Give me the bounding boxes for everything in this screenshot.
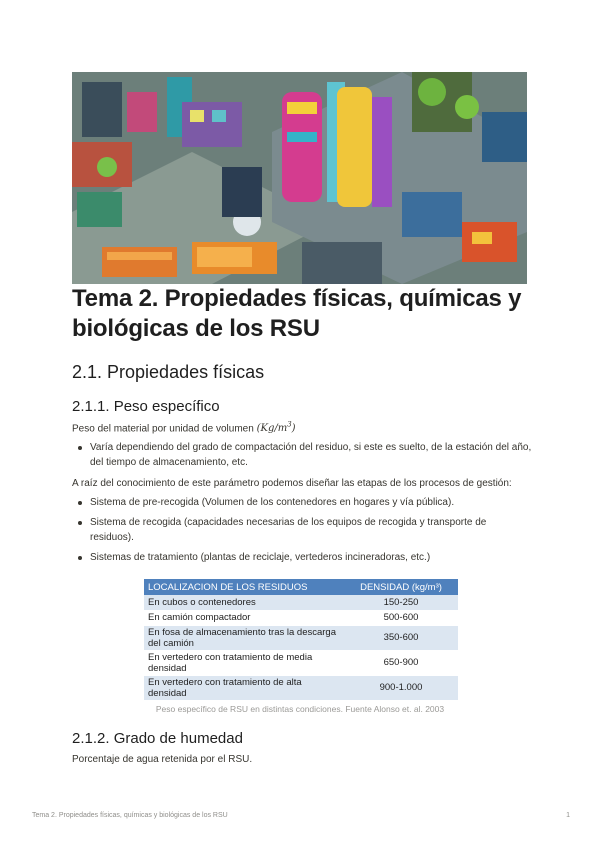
list-item: Varía dependiendo del grado de compactación del residuo, si este es suelto, de la estación del año, del tiempo de almacenamiento, etc. <box>72 440 532 470</box>
page-number: 1 <box>566 812 570 819</box>
gestion-paragraph: A raíz del conocimiento de este parámetro podemos diseñar las etapas de los procesos de gestión: <box>72 478 512 489</box>
bullet-list-variation <box>72 440 532 475</box>
table-cell-density: 500-600 <box>344 610 458 625</box>
table-cell-location: En vertedero con tratamiento de media densidad <box>144 650 344 675</box>
table-cell-density: 650-900 <box>344 650 458 675</box>
peso-intro <box>72 418 532 436</box>
table-cell-location: En cubos o contenedores <box>144 595 344 610</box>
table-caption: Peso específico de RSU en distintas condiciones. Fuente Alonso et. al. 2003 <box>155 704 445 714</box>
density-table <box>144 579 458 701</box>
table-row <box>144 595 458 610</box>
peso-intro-text: Peso del material por unidad de volumen <box>72 423 254 435</box>
bullet-list-systems <box>72 495 532 570</box>
table-cell-density: 350-600 <box>344 625 458 650</box>
table-row <box>144 675 458 700</box>
subsection-heading-peso: 2.1.1. Peso específico <box>72 398 220 415</box>
table-cell-location: En camión compactador <box>144 610 344 625</box>
footer-title: Tema 2. Propiedades físicas, químicas y biológicas de los RSU <box>32 812 228 819</box>
section-heading: 2.1. Propiedades físicas <box>72 362 265 382</box>
page-footer <box>32 812 570 819</box>
table-header-density: DENSIDAD (kg/m³) <box>344 579 458 595</box>
list-item: Sistema de pre-recogida (Volumen de los contenedores en hogares y vía pública). <box>72 495 532 510</box>
table-header-location: LOCALIZACION DE LOS RESIDUOS <box>144 579 344 595</box>
table-row <box>144 610 458 625</box>
table-cell-density: 900-1.000 <box>344 675 458 700</box>
table-cell-location: En fosa de almacenamiento tras la descarga del camión <box>144 625 344 650</box>
list-item: Sistemas de tratamiento (plantas de reciclaje, vertederos incineradoras, etc.) <box>72 550 532 565</box>
humedad-text: Porcentaje de agua retenida por el RSU. <box>72 754 253 765</box>
table-row <box>144 625 458 650</box>
subsection-heading-humedad: 2.1.2. Grado de humedad <box>72 730 243 747</box>
page-title: Tema 2. Propiedades físicas, químicas y biológicas de los RSU <box>72 285 522 342</box>
industrial-city-image <box>72 72 527 284</box>
table-cell-density: 150-250 <box>344 595 458 610</box>
unit-formula: $(Kg/m^3)$ <box>256 421 296 435</box>
table-cell-location: En vertedero con tratamiento de alta densidad <box>144 675 344 700</box>
list-item: Sistema de recogida (capacidades necesarias de los equipos de recogida y transporte de residuos). <box>72 515 532 545</box>
hero-illustration <box>72 72 527 284</box>
table-header-row <box>144 579 458 595</box>
table-row <box>144 650 458 675</box>
